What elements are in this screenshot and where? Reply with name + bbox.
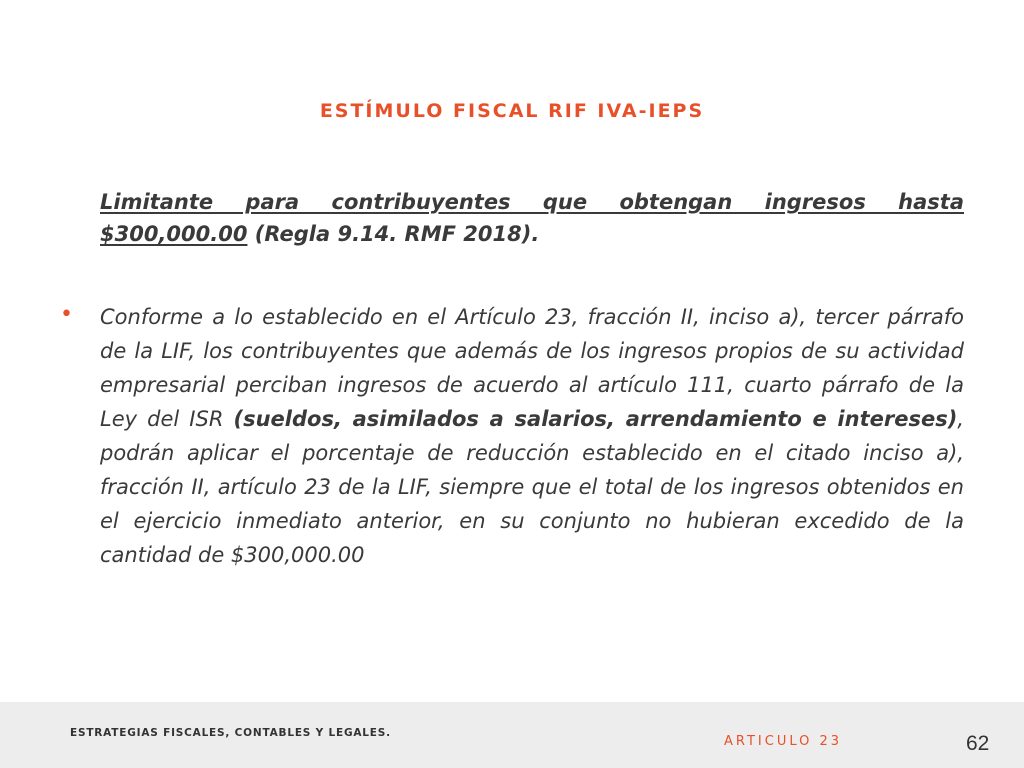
bullet-text xyxy=(100,300,964,572)
subtitle-reference: (Regla 9.14. RMF 2018). xyxy=(254,222,540,246)
footer-section-label: ARTICULO 23 xyxy=(724,734,843,749)
bullet-text-bold: (sueldos, asimilados a salarios, arrendamiento e intereses) xyxy=(233,407,958,431)
page-number: 62 xyxy=(966,732,990,755)
subtitle-underlined: Limitante para contribuyentes que obtengan ingresos hasta $300,000.00 xyxy=(100,190,964,246)
slide-title: ESTÍMULO FISCAL RIF IVA-IEPS xyxy=(319,100,705,122)
bullet-icon: • xyxy=(60,302,73,327)
bullet-text-part1: Conforme a lo establecido en el Artículo 23, fracción II, inciso a), tercer párrafo de la LIF, los contribuyentes que además de los ingresos propios de su actividad empresarial perciban ingresos de acuerdo al artículo 111, cuarto párrafo de la Ley del ISR xyxy=(100,305,964,431)
bullet-text-part2: , podrán aplicar el porcentaje de reducción establecido en el citado inciso a), fracción II, artículo 23 de la LIF, siempre que el total de los ingresos obtenidos en el ejercicio inmediato anterior, en su conjunto no hubieran excedido de la cantidad de $300,000.00 xyxy=(100,407,964,567)
footer-company: ESTRATEGIAS FISCALES, CONTABLES Y LEGALES. xyxy=(70,727,391,739)
footer xyxy=(0,702,1024,768)
subtitle xyxy=(100,186,964,250)
